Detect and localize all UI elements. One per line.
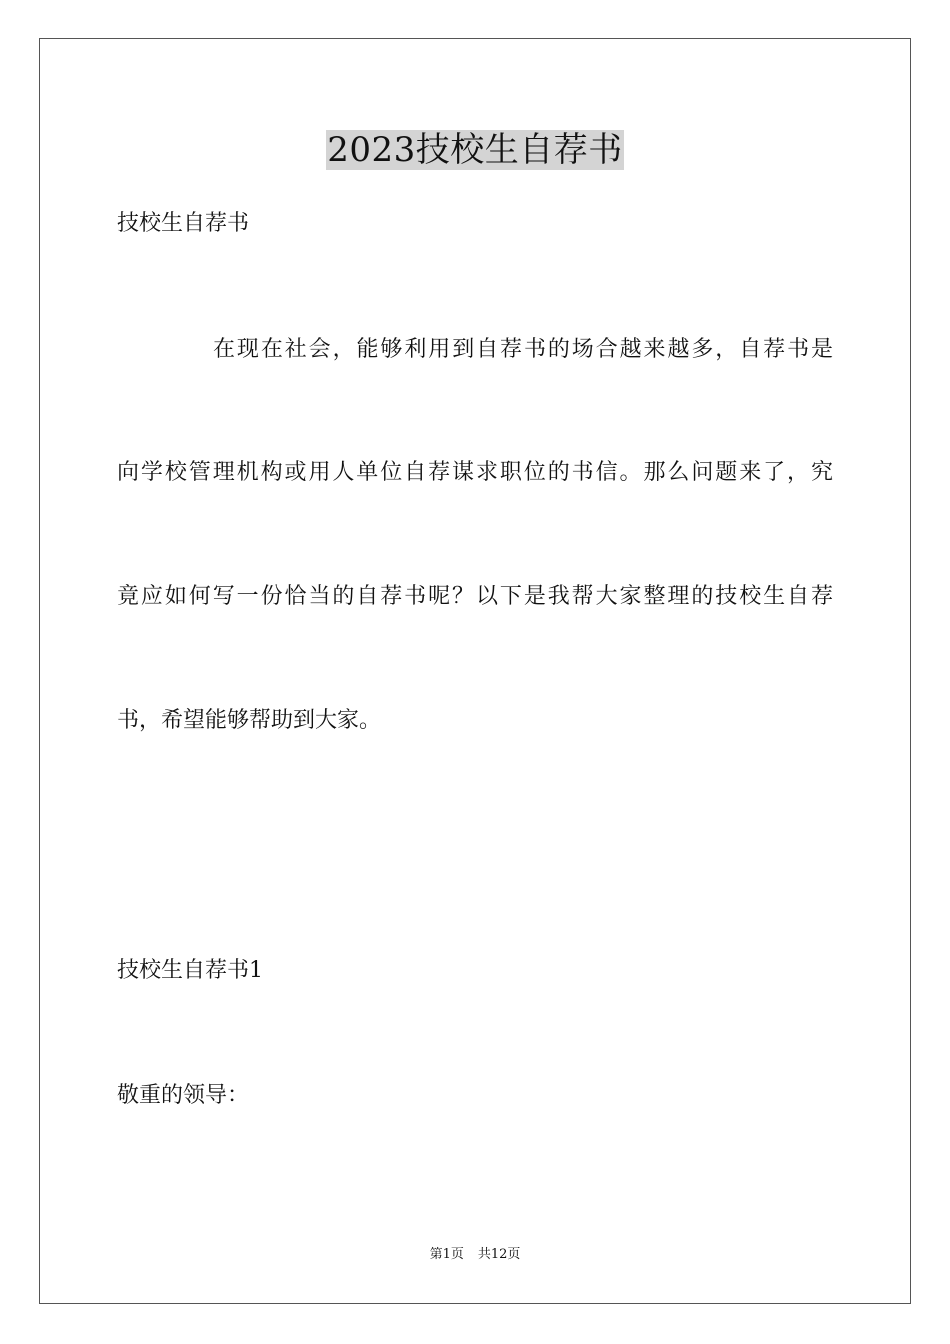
- page-number-total: 共12页: [477, 1247, 521, 1262]
- paragraph-line: 竟应如何写一份恰当的自荐书呢？以下是我帮大家整理的技校生自荐: [117, 584, 833, 609]
- document-subtitle: 技校生自荐书: [117, 211, 250, 236]
- document-title-text: 2023技校生自荐书: [327, 130, 623, 170]
- page-footer: [0, 1246, 950, 1264]
- paragraph-line: 在现在社会，能够利用到自荐书的场合越来越多，自荐书是: [213, 337, 833, 362]
- section-heading: 技校生自荐书1: [117, 958, 263, 983]
- paragraph-line: 向学校管理机构或用人单位自荐谋求职位的书信。那么问题来了，究: [117, 460, 833, 485]
- document-title: [0, 128, 950, 178]
- page-number-current: 第1页: [429, 1247, 464, 1262]
- paragraph-line: 书，希望能够帮助到大家。: [117, 708, 382, 733]
- salutation: 敬重的领导：: [117, 1083, 250, 1108]
